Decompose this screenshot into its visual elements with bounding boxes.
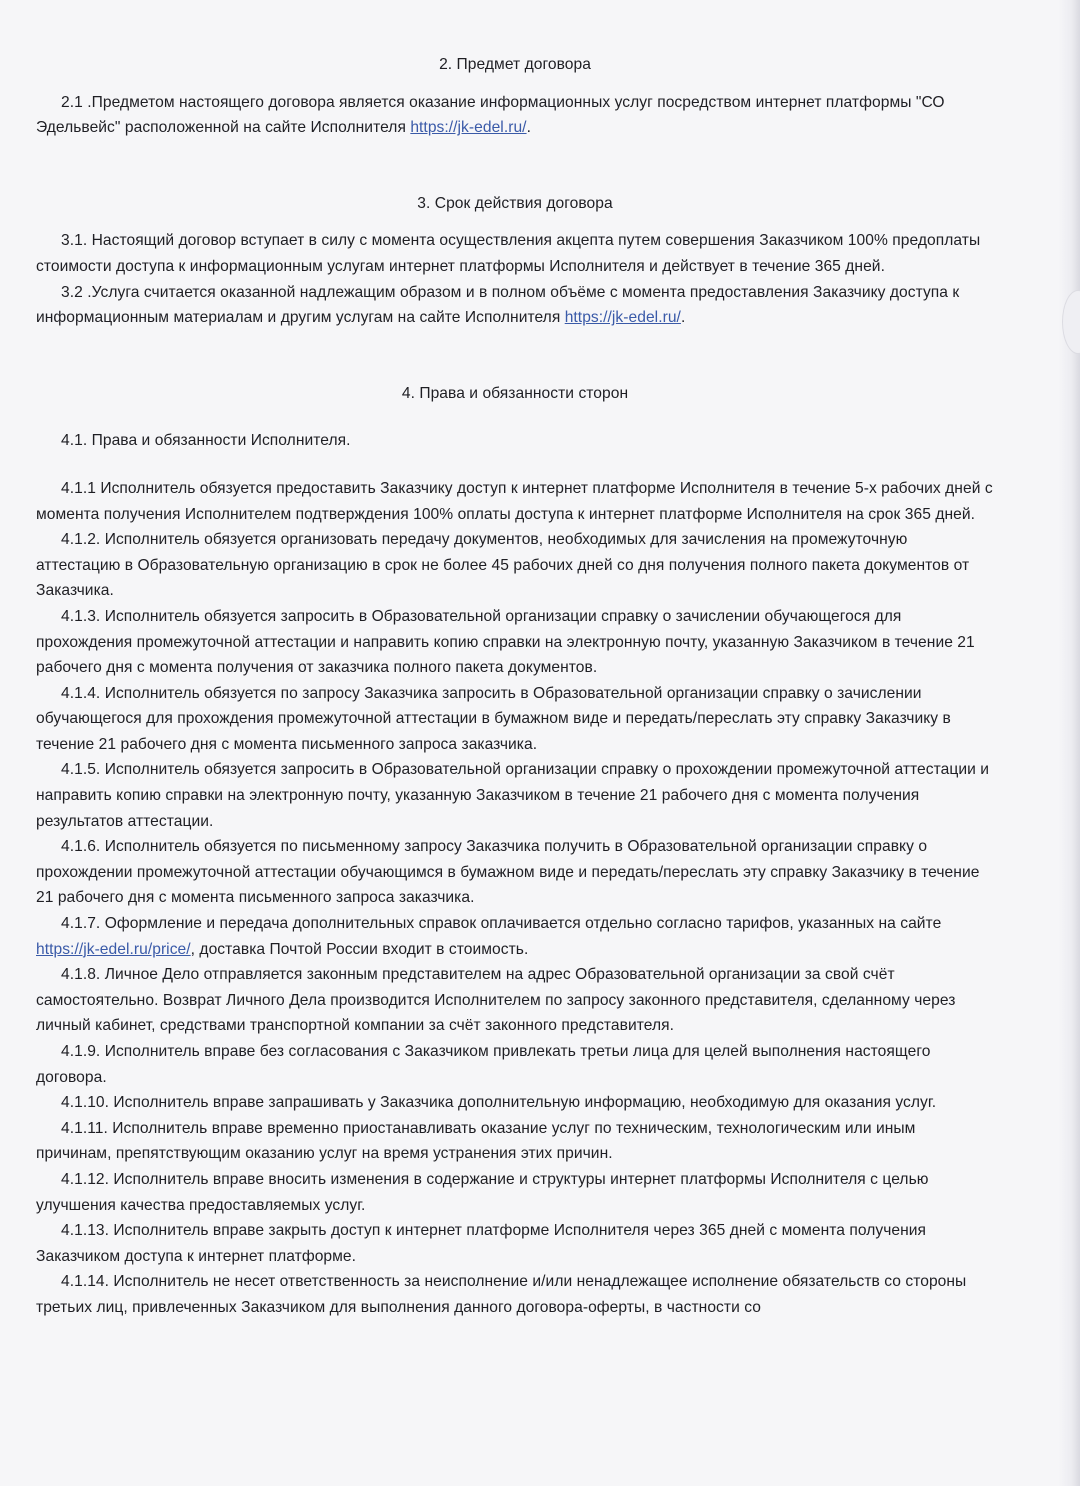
clause-4-1-8: 4.1.8. Личное Дело отправляется законным представителем на адрес Образовательной организации за свой счёт самостоятельно. Возврат Личного Дела производится Исполнителем по запросу законного представителя, сделанному через личный кабинет, средствами транспортной компании за счёт законного представителя.	[36, 966, 956, 1035]
site-link[interactable]: https://jk-edel.ru/	[410, 119, 527, 137]
clause-4-1-13: 4.1.13. Исполнитель вправе закрыть доступ к интернет платформе Исполнителя через 365 дней с момента получения Заказчиком доступа к интернет платформе.	[36, 1222, 927, 1265]
spacer	[36, 78, 994, 90]
clause-4-1: 4.1. Права и обязанности Исполнителя.	[61, 432, 351, 450]
clause-4-1-14: 4.1.14. Исполнитель не несет ответственность за неисполнение и/или ненадлежащее исполнение обязательств со стороны третьих лиц, привлеченных Заказчиком для выполнения данного договора-оферты, в частности со	[36, 1273, 967, 1316]
site-link[interactable]: https://jk-edel.ru/	[564, 309, 681, 327]
section-4-title: 4. Права и обязанности сторон	[401, 384, 629, 402]
clause-4-1-11: 4.1.11. Исполнитель вправе временно приостанавливать оказание услуг по техническим, технологическим или иным причинам, препятствующим оказанию услуг на время устранения этих причин.	[36, 1119, 916, 1163]
spacer	[36, 331, 994, 381]
section-2-title: 2. Предмет договора	[439, 56, 591, 73]
clause-4-1-2: 4.1.2. Исполнитель обязуется организовать передачу документов, необходимых для зачисления на промежуточную аттестацию в Образовательную организацию в срок не более 45 рабочих дней со дня получения полного пакета документов от Заказчика.	[36, 531, 970, 600]
price-link[interactable]: https://jk-edel.ru/price/	[36, 940, 191, 958]
spacer	[36, 406, 994, 428]
page-edge-shadow	[1058, 0, 1080, 1486]
contract-document	[36, 52, 994, 1321]
clause-4-1-12: 4.1.12. Исполнитель вправе вносить изменения в содержание и структуры интернет платформы Исполнителя с целью улучшения качества предоставляемых услуг.	[36, 1170, 929, 1214]
clause-4-1-7	[36, 911, 994, 962]
clause-4-1-3: 4.1.3. Исполнитель обязуется запросить в Образовательной организации справку о зачислении обучающегося для прохождения промежуточной аттестации и направить копию справки на электронную почту, указанную Заказчиком в течение 21 рабочего дня с момента получения от заказчика полного пакета документов.	[36, 607, 975, 677]
spacer	[36, 216, 994, 228]
clause-3-1: 3.1. Настоящий договор вступает в силу с момента осуществления акцепта путем совершения Заказчиком 100% предоплаты стоимости доступа к информационным услугам интернет платформы Исполнителя и действует в течение 365 дней.	[36, 232, 981, 275]
clause-2-1-end: .	[526, 119, 531, 137]
spacer	[36, 141, 994, 191]
clause-4-1-9: 4.1.9. Исполнитель вправе без согласования с Заказчиком привлекать третьи лица для целей выполнения настоящего договора.	[36, 1043, 931, 1086]
clause-3-2	[36, 280, 994, 331]
clause-3-2-text: 3.2 .Услуга считается оказанной надлежащим образом и в полном объёме с момента предоставления Заказчику доступа к информационным материалам и другим услугам на сайте Исполнителя	[36, 283, 960, 327]
clause-4-1-4: 4.1.4. Исполнитель обязуется по запросу Заказчика запросить в Образовательной организации справку о зачислении обучающегося для прохождения промежуточной аттестации в бумажном виде и передать/переслать эту справку Заказчику в течение 21 рабочего дня с момента письменного запроса заказчика.	[36, 684, 951, 753]
clause-2-1-text: 2.1 .Предметом настоящего договора является оказание информационных услуг посредством интернет платформы "СО Эдельвейс" расположенной на сайте Исполнителя	[36, 93, 945, 137]
clause-4-1-10: 4.1.10. Исполнитель вправе запрашивать у Заказчика дополнительную информацию, необходимую для оказания услуг.	[61, 1094, 937, 1112]
clause-4-1-1: 4.1.1 Исполнитель обязуется предоставить Заказчику доступ к интернет платформе Исполнителя в течение 5-х рабочих дней с момента получения Исполнителем подтверждения 100% оплаты доступа к интернет платформе Исполнителя на срок 365 дней.	[36, 479, 993, 523]
clause-4-1-7-text: 4.1.7. Оформление и передача дополнительных справок оплачивается отдельно согласно тарифов, указанных на сайте	[61, 915, 942, 933]
spacer	[36, 454, 994, 476]
clause-2-1	[36, 90, 994, 141]
clause-4-1-7-end: , доставка Почтой России входит в стоимость.	[190, 940, 529, 958]
clause-3-2-end: .	[680, 309, 686, 327]
section-3-title: 3. Срок действия договора	[417, 194, 613, 212]
clause-4-1-5: 4.1.5. Исполнитель обязуется запросить в Образовательной организации справку о прохождении промежуточной аттестации и направить копию справки на электронную почту, указанную Заказчиком в течение 21 рабочего дня с момента получения результатов аттестации.	[36, 761, 989, 830]
clause-4-1-6: 4.1.6. Исполнитель обязуется по письменному запросу Заказчика получить в Образовательной организации справку о прохождении промежуточной аттестации обучающимся в бумажном виде и передать/переслать эту справку Заказчику в течение 21 рабочего дня с момента письменного запроса заказчика.	[36, 838, 980, 907]
